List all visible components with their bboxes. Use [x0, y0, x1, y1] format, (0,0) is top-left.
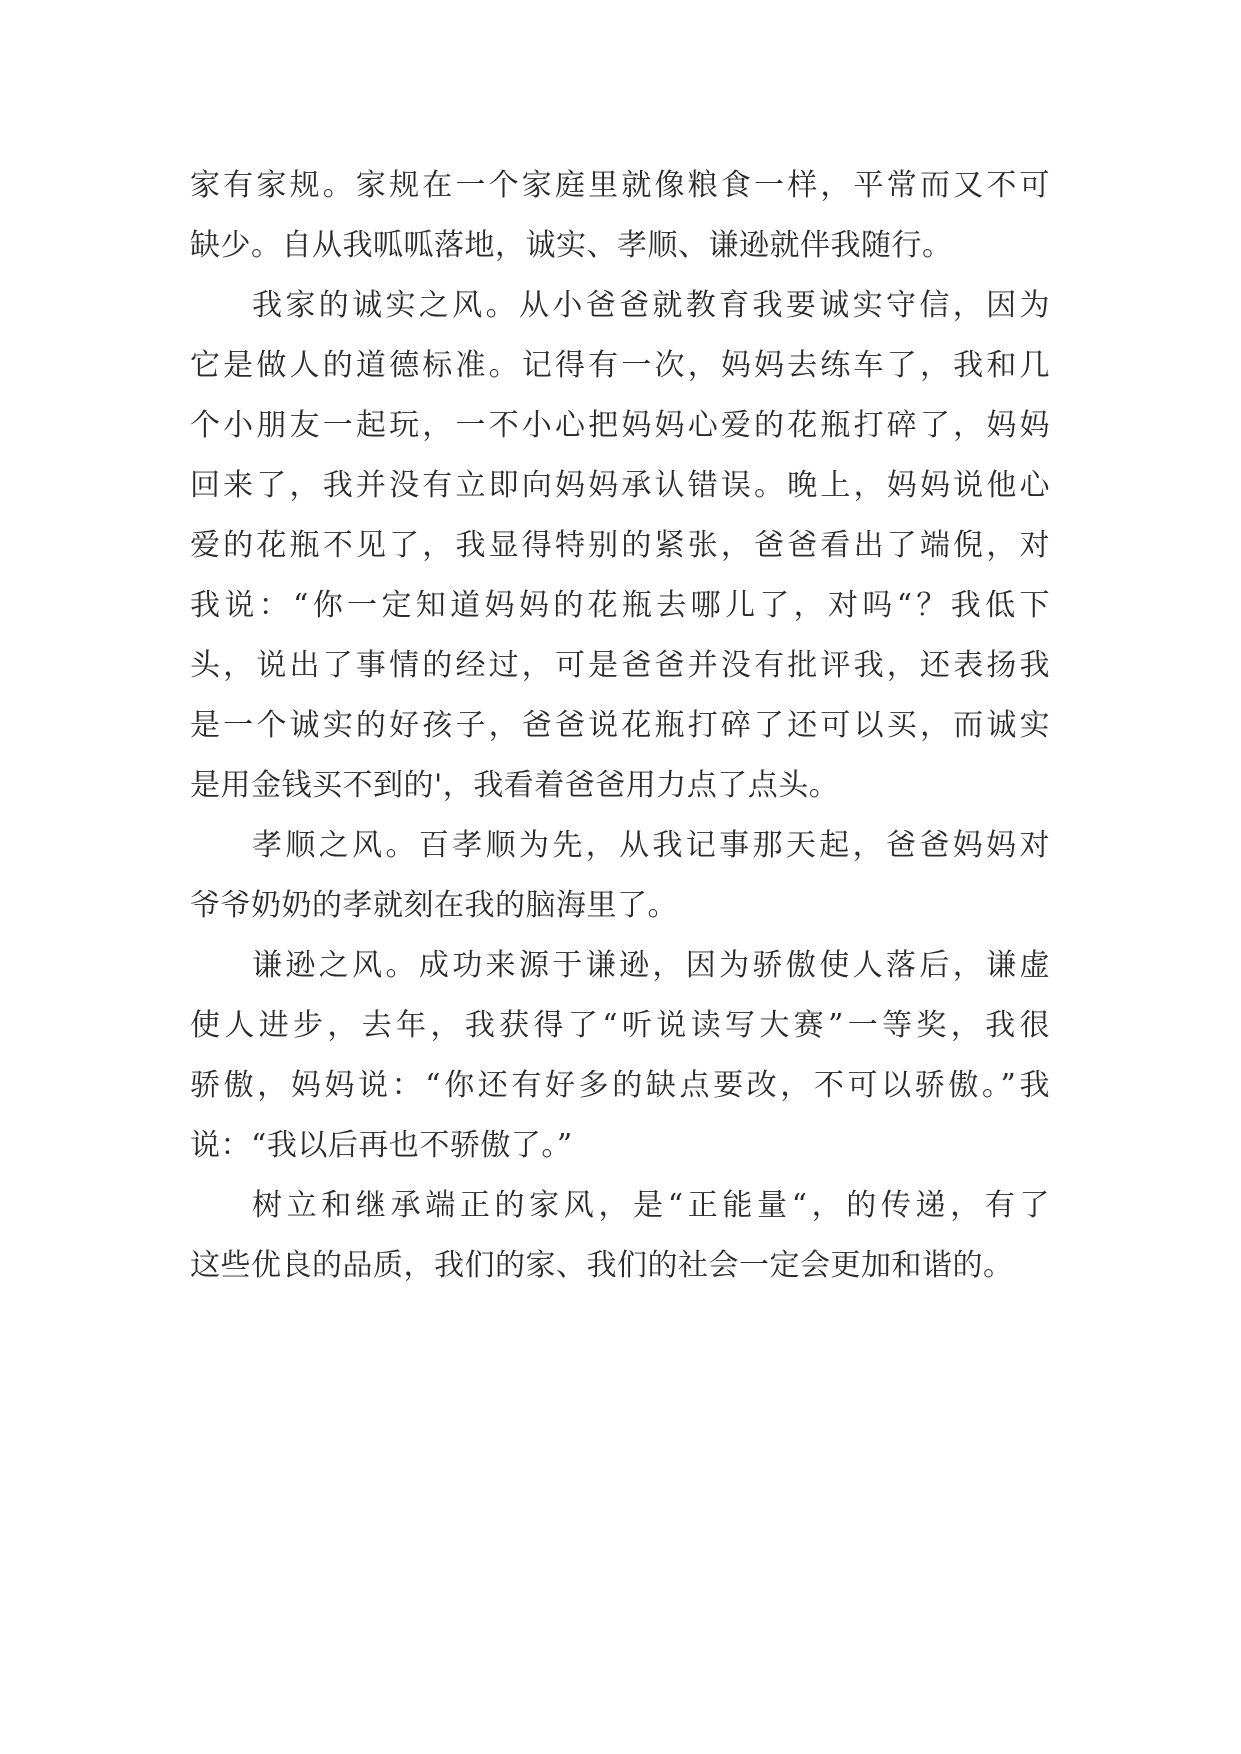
text-line: 谦逊之风。成功来源于谦逊，因为骄傲使人落后，谦虚 [252, 948, 1050, 983]
document-body [190, 156, 1050, 1296]
text-line: 说：“我以后再也不骄傲了。” [190, 1128, 573, 1163]
paragraph-conclusion [190, 1176, 1050, 1296]
text-line: 我家的诚实之风。从小爸爸就教育我要诚实守信，因为 [252, 288, 1050, 323]
paragraph-honesty [190, 276, 1050, 816]
text-line: 是用金钱买不到的'，我看着爸爸用力点了点头。 [190, 768, 840, 803]
text-line: 爷爷奶奶的孝就刻在我的脑海里了。 [190, 888, 678, 923]
text-line: 爱的花瓶不见了，我显得特别的紧张，爸爸看出了端倪，对 [190, 528, 1050, 563]
text-line: 树立和继承端正的家风，是“正能量“，的传递，有了 [252, 1188, 1050, 1223]
text-line: 个小朋友一起玩，一不小心把妈妈心爱的花瓶打碎了，妈妈 [190, 408, 1050, 443]
text-line: 缺少。自从我呱呱落地，诚实、孝顺、谦逊就伴我随行。 [190, 228, 953, 263]
paragraph-filial-piety [190, 816, 1050, 936]
text-line: 使人进步，去年，我获得了“听说读写大赛”一等奖，我很 [190, 1008, 1050, 1043]
text-line: 它是做人的道德标准。记得有一次，妈妈去练车了，我和几 [190, 348, 1050, 383]
text-line: 头，说出了事情的经过，可是爸爸并没有批评我，还表扬我 [190, 648, 1050, 683]
text-line: 家有家规。家规在一个家庭里就像粮食一样，平常而又不可 [190, 168, 1050, 203]
text-line: 我说：“你一定知道妈妈的花瓶去哪儿了，对吗“？我低下 [190, 588, 1050, 623]
text-line: 这些优良的品质，我们的家、我们的社会一定会更加和谐的。 [190, 1248, 1014, 1283]
paragraph-intro [190, 156, 1050, 276]
text-line: 骄傲，妈妈说：“你还有好多的缺点要改，不可以骄傲。”我 [190, 1068, 1050, 1103]
paragraph-modesty [190, 936, 1050, 1176]
text-line: 孝顺之风。百孝顺为先，从我记事那天起，爸爸妈妈对 [252, 828, 1050, 863]
text-line: 是一个诚实的好孩子，爸爸说花瓶打碎了还可以买，而诚实 [190, 708, 1050, 743]
text-line: 回来了，我并没有立即向妈妈承认错误。晚上，妈妈说他心 [190, 468, 1050, 503]
